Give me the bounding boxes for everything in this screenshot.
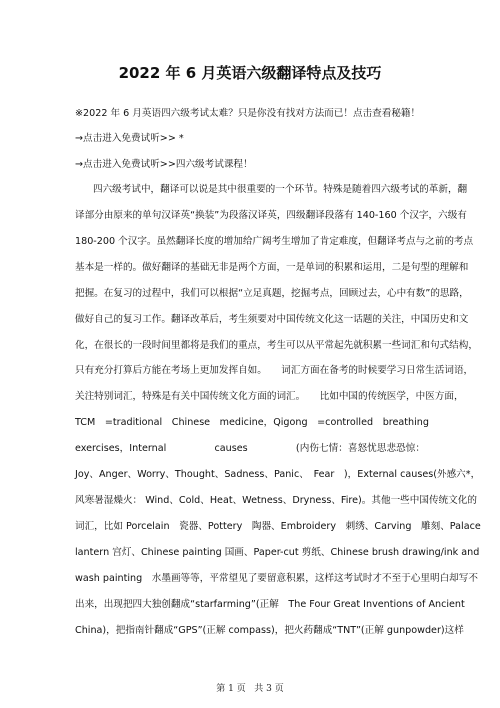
page-number: 第 1 页 <box>216 684 246 694</box>
paragraph-line: 只有充分打算后方能在考场上更加发挥自如。 词汇方面在备考的时候要学习日常生活词语， <box>75 365 474 376</box>
trial-link-1[interactable]: →点击进入免费试听>> * <box>75 133 184 144</box>
paragraph-line: exercises，Internal causes (内伤七情：喜怒忧思悲恐惊： <box>75 443 425 454</box>
paragraph-line: China)，把指南针翻成“GPS”(正解 compass)，把火药翻成“TNT”(正解 gunpowder)这样 <box>75 625 464 636</box>
paragraph-line: 把握。在复习的过程中，我们可以根据“立足真题，挖掘考点，回顾过去，心中有数”的思路， <box>75 288 469 299</box>
page-footer <box>0 683 500 695</box>
trial-link-2[interactable]: →点击进入免费试听>>四六级考试课程！ <box>75 159 253 170</box>
paragraph-line: 译部分由原来的单句汉译英“换装”为段落汉译英，四级翻译段落有 140-160 个汉字，六级有 <box>75 210 467 221</box>
notice-line[interactable]: ※2022 年 6 月英语四六级考试太难？只是你没有找对方法而已！点击查看秘籍！ <box>75 108 421 119</box>
paragraph-line: wash painting 水墨画等等，平常望见了要留意积累，这样这考试时才不至于心里明白却写不 <box>75 573 478 584</box>
paragraph-line: 基本是一样的。做好翻译的基础无非是两个方面，一是单词的积累和运用，二是句型的理解和 <box>75 262 469 273</box>
paragraph-line: 词汇，比如 Porcelain 瓷器、Pottery 陶器、Embroidery 刺绣、Carving 雕刻、Palace <box>75 521 481 532</box>
paragraph-line: 四六级考试中，翻译可以说是其中很重要的一个环节。特殊是随着四六级考试的革新，翻 <box>93 184 468 195</box>
page-title: 2022 年 6 月英语六级翻译特点及技巧 <box>118 64 382 82</box>
paragraph-line: 180-200 个汉字。虽然翻译长度的增加给广阔考生增加了肯定难度，但翻译考点与之前的考点 <box>75 236 474 247</box>
paragraph-line: 风寒暑湿燥火： Wind、Cold、Heat、Wetness、Dryness、Fire)。其他一些中国传统文化的 <box>75 495 477 506</box>
paragraph-line: lantern 宫灯、Chinese painting 国画、Paper-cut 剪纸、Chinese brush drawing/ink and <box>75 547 480 558</box>
page-total: 共 3 页 <box>254 684 284 694</box>
paragraph-line: 出来，出现把四大独创翻成“starfarming”(正解 The Four Great Inventions of Ancient <box>75 599 465 610</box>
paragraph-line: TCM =traditional Chinese medicine，Qigong =controlled breathing <box>75 417 429 428</box>
paragraph-line: 化，在很长的一段时间里都将是我们的重点，考生可以从平常起先就积累一些词汇和句式结构， <box>75 340 478 351</box>
paragraph-line: 做好自己的复习工作。翻译改革后，考生须要对中国传统文化这一话题的关注，中国历史和文 <box>75 314 469 325</box>
paragraph-line: Joy、Anger、Worry、Thought、Sadness、Panic、 Fear )，External causes(外感六*， <box>75 469 481 480</box>
paragraph-line: 关注特别词汇，特殊是有关中国传统文化方面的词汇。 比如中国的传统医学，中医方面， <box>75 391 464 402</box>
